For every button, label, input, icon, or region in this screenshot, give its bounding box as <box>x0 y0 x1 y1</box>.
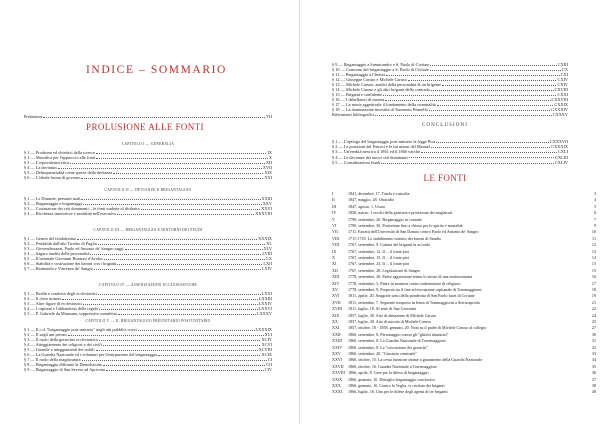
leader-dots <box>442 85 556 86</box>
fonte-page: 32 <box>591 344 596 350</box>
fonte-text: 1857, luglio, 30. Atto di nascita di Michele Caruso <box>348 319 431 324</box>
entry-label: § 15 — Briganti e confidente <box>332 92 383 97</box>
entry-page: CX <box>562 67 568 72</box>
leader-dots <box>68 335 264 336</box>
index-entry <box>24 266 272 271</box>
fonte-text: 1866, gennaio, 16. Contro la Veglia, vi risoluto dei briganti <box>348 383 445 388</box>
fonte-page: 22 <box>591 306 596 312</box>
leader-dots <box>94 269 261 270</box>
fonte-row <box>332 229 596 234</box>
fonte-number: VIII <box>332 242 340 248</box>
fonte-row <box>332 313 596 318</box>
entry-page: LXXIV <box>258 301 272 306</box>
fonte-text: 1866, gennaio, 10. Dettaglio brigantaggio conclusivo <box>348 376 436 382</box>
fonte-text: 1767, settembre, 9. Cattura dei briganti in accordo <box>348 242 431 248</box>
entry-page: XCVIII <box>258 347 272 352</box>
fonte-row <box>332 191 596 196</box>
fonte-row <box>332 261 596 266</box>
fonte-number: XXVII <box>332 363 344 369</box>
fonte-page: 18 <box>591 287 596 292</box>
leader-dots <box>99 309 258 310</box>
fonte-page: 38 <box>591 383 596 388</box>
entry-label: § 6 — La Guardia Nazionale ed i volontari per l'estirpazione del brigantaggio <box>24 352 158 357</box>
fonte-row <box>332 255 596 260</box>
entry-label: § 1 — Genesi del feudalesimo <box>24 236 77 241</box>
entry-page: VII <box>266 114 272 119</box>
fonte-page: 10 <box>591 229 596 235</box>
entry-page: XXV <box>262 201 272 206</box>
entry-page: CXXXIX <box>551 144 568 150</box>
entry-label: § 1 — Prodromi ed obiettivi della ricerca <box>24 150 95 155</box>
fonte-row <box>332 236 596 241</box>
fonti-title: LE FONTI <box>423 173 467 183</box>
entry-label: § 4 — Atteggiamento dei religiosi e dei civili <box>24 342 102 347</box>
fonte-page: 15 <box>591 261 596 267</box>
fonte-row <box>332 319 596 324</box>
entry-page: CXXXIV <box>551 107 568 112</box>
fonte-page: 19 <box>591 293 596 299</box>
fonte-page: 3 <box>593 191 596 196</box>
fonte-text: 1767, settembre, 28. Legislazione di Sangro <box>348 267 421 273</box>
entry-page: XXIII <box>261 196 272 201</box>
entry-label: § 4 — Sagaro analisi della personalità <box>24 251 90 256</box>
leader-dots <box>430 70 561 71</box>
leader-dots <box>77 239 257 240</box>
fonte-text: 1711. Estratti dell'Università di San Donato contro Paolo ed Antonio de' Sangro <box>348 229 479 235</box>
entry-label: § 18 — La dominazione investita di Tommaso Pennello <box>332 107 428 112</box>
fonte-row <box>332 332 596 337</box>
entry-page: CIV <box>264 367 272 372</box>
fonte-page: 11 <box>592 235 596 241</box>
fonte-text: 1860, settembre, 8. La Guardia Nazionale di Torremaggiore <box>348 338 446 344</box>
leader-dots <box>99 340 261 341</box>
entry-label: § 3 — Il ruolo della gerarchia ecclesiastica <box>24 337 98 342</box>
fonte-text: 1847, maggio, 28. Omicidio <box>348 197 395 203</box>
index-entry <box>24 175 272 180</box>
leader-dots <box>58 168 262 169</box>
leader-dots <box>103 345 261 346</box>
fonte-row <box>332 204 596 209</box>
fonte-row <box>332 210 596 215</box>
fonte-text: 1778, settembre, 20. Padre aggressione tentar lo stesso di una testimonianza <box>348 274 473 280</box>
fonte-number: XVI <box>332 293 340 299</box>
leader-dots <box>118 314 256 315</box>
leader-dots <box>70 163 265 164</box>
chapter-title: CAPITOLO II — DEVIANZE E BRIGANTAGGIO <box>104 188 192 192</box>
fonte-text: 1790, settembre, 20. Brigantaggio in contado <box>348 216 422 222</box>
leader-dots <box>98 294 261 295</box>
fonte-number: XXX <box>332 383 341 388</box>
leader-dots <box>96 153 267 154</box>
entry-page: LXXXIX <box>255 327 272 332</box>
entry-label: § 5 — Delinquenzialità come specie della devianza <box>24 170 113 175</box>
entry-page: XLV <box>263 246 272 251</box>
fonte-row <box>332 306 596 311</box>
entry-page: CXLIII <box>555 154 568 160</box>
fonte-number: XXV <box>332 351 341 356</box>
index-entry <box>24 367 272 372</box>
fonte-text: 1711-1718. Lo stabilimento transito dei baroni di Sandro <box>348 235 442 241</box>
entry-page: IX <box>267 150 272 155</box>
leader-dots <box>82 360 267 361</box>
entry-label: § 5 — Guardie e atteggiamenti dei nobili <box>24 347 95 352</box>
fonte-text: 1767, settembre, 15. Il ... il fonte pioi <box>348 255 410 260</box>
entry-page: CXIV <box>557 77 568 82</box>
leader-dots <box>83 304 258 305</box>
entry-page: CXVIII <box>554 87 568 92</box>
fonte-page: 5 <box>593 203 596 209</box>
fonte-row <box>332 268 596 273</box>
entry-page: LXIV <box>261 266 272 271</box>
entry-label: § 3 — Gioventhorazzi, Paolo ed Antonio de' Sangro saggi <box>24 246 124 251</box>
leader-dots <box>96 158 268 159</box>
entry-label: § 4 — I capitani e l'abbandono delle regole <box>24 306 99 311</box>
fonte-page: 25 <box>591 319 596 324</box>
fonte-text: 1790, settembre, 30. Protezione fino a chiuso per lo spirito e mortalità <box>348 223 463 228</box>
fonte-page: 31 <box>591 338 596 344</box>
fonte-text: 1850, marzo. I vecchi della giustizia e protezione dei magistrati <box>348 210 453 216</box>
fonte-number: XXVI <box>332 357 343 363</box>
leader-dots <box>436 142 549 143</box>
fonte-text: 1811, settembre, 7. Seguente trasporto in lenea di Tommaggiorni a Serracapriola <box>348 299 480 305</box>
fonte-number: VI <box>332 223 337 228</box>
entry-label: § 6 — L'ideale forma di governo <box>24 175 81 180</box>
prolusione-title: PROLUSIONE ALLE FONTI <box>86 122 204 132</box>
entry-label: § 2 — Metodica per l'approccio alle fonti <box>24 155 96 160</box>
entry-page: XCIX <box>261 352 272 357</box>
entry-page: LXXIII <box>258 296 272 301</box>
fonte-row <box>332 249 596 254</box>
entry-page: CI <box>267 357 272 362</box>
fonte-row <box>332 351 596 356</box>
fonte-page: 14 <box>591 255 596 260</box>
leader-dots <box>431 147 550 148</box>
chapter-title: CAPITOLO I — GENERALIA <box>121 142 175 146</box>
leader-dots <box>141 209 261 210</box>
entry-label: § 17 — La morte aggettivale il fondamento della criminalità <box>332 102 436 107</box>
fonte-text: 1860, ottobre, 15. La cessa funzione intime a giuramento della Guardia Nazionale <box>348 357 483 363</box>
leader-dots <box>409 157 554 158</box>
main-title: INDICE – SOMMARIO <box>86 64 227 76</box>
entry-label: § 13 — Michele Caruso: analisi della personalità di un brigante <box>332 82 442 87</box>
fonte-text: 1767, settembre, 12. Il ... il fonte pioi <box>348 248 410 254</box>
fonte-number: XXVIII <box>332 370 345 376</box>
fonte-row <box>332 274 596 279</box>
leader-dots <box>117 214 254 215</box>
fonte-number: VII <box>332 229 338 235</box>
leader-dots <box>90 254 261 255</box>
entry-label: § 4 — La devianza <box>24 165 57 170</box>
fonte-page: 36 <box>591 370 596 376</box>
fonte-number: XVIII <box>332 306 343 312</box>
entry-page: LX <box>266 256 272 261</box>
leader-dots <box>125 249 263 250</box>
fonte-row <box>332 357 596 362</box>
fonte-page: 21 <box>591 299 596 305</box>
fonte-text: 1857, luglio, 30. Atto di abitazione di Michele Caruso <box>348 312 437 318</box>
fonte-row <box>332 377 596 382</box>
leader-dots <box>43 117 265 118</box>
leader-dots <box>62 299 258 300</box>
fonte-text: 1860, settembre, 8. Personaggio contro gli "ghiotti infaturati" <box>348 331 449 337</box>
entry-page: LXXI <box>261 291 272 296</box>
fonte-page: 24 <box>591 312 596 318</box>
fonte-number: XXIII <box>332 338 343 344</box>
fonte-text: 1860, ottobre, 16. Guardia Nazionale a Torremaggiore <box>348 363 437 369</box>
conclusioni-entry <box>332 160 568 165</box>
leader-dots <box>96 350 258 351</box>
fonte-row <box>332 383 596 388</box>
fonte-text: 1841, dicembre, 17. Tutela e custodia <box>348 191 410 196</box>
fonte-page: 7 <box>593 216 596 222</box>
leader-dots <box>106 370 264 371</box>
fonte-page: 33 <box>591 351 596 356</box>
fonte-row <box>332 217 596 222</box>
fonte-text: 1860, settembre, 8. La "coscrizione dei gerarchi" <box>348 344 429 350</box>
fonte-text: 1778, settembre, 3. Padre in maniera contro indemoniato di religioso <box>348 280 461 286</box>
entry-page: XXXIX <box>258 236 272 241</box>
fonte-page: 16 <box>591 274 596 280</box>
fonte-number: XV <box>332 287 338 292</box>
fonte-row <box>332 364 596 369</box>
leader-dots <box>381 163 554 164</box>
entry-label: § 2 — Feudalità dall'alto Tirreho di Puglia <box>24 241 97 246</box>
fonte-page: 40 <box>591 389 596 395</box>
entry-label: § 2 — Il clero minore <box>24 296 62 301</box>
entry-page: XL <box>266 241 272 246</box>
fonte-row <box>332 338 596 343</box>
entry-page: LVIII <box>262 251 272 256</box>
fonte-text: 1778, settembre, 9. Proposta tra il fine ad esecuzione capitanale di Tommaggiorni <box>348 287 482 292</box>
entry-page: CXLI <box>557 149 568 155</box>
entry-page: XIX <box>264 170 272 175</box>
fonte-row <box>332 197 596 202</box>
fonte-number: XXXI <box>332 389 343 395</box>
leader-dots <box>138 330 255 331</box>
fonte-number: XIII <box>332 274 340 280</box>
fonte-text: 1811, aprile, 20. Anagrafe sotto della ponderata di San Paolo fuori di Civitate <box>348 293 475 299</box>
entry-page: CXLIV <box>554 159 568 165</box>
leader-dots <box>158 355 260 356</box>
entry-page: XII <box>266 160 272 165</box>
entry-page: XXI <box>264 175 272 180</box>
entry-label: § 2 — Le posizioni del Parroci e le istruzioni del Manuel <box>332 144 430 150</box>
fonte-page: 15 <box>591 267 596 273</box>
fonte-number: II <box>332 197 335 203</box>
entry-page: CXI <box>560 72 568 77</box>
fonte-text: 1857, ottobre, 10 - 1858, gennaio, 20. Nota su il padre di Michele Caruso al collegio <box>348 325 487 331</box>
entry-label: § 16 — I debellatori di marina <box>332 97 385 102</box>
leader-dots <box>386 75 560 76</box>
fonte-row <box>332 287 596 292</box>
entry-label: § 9 — Brigantaggio di San Severo ad Apricena <box>24 367 105 372</box>
entry-page: XCI <box>264 332 272 337</box>
fonte-number: XX <box>332 319 338 324</box>
entry-page: LXII <box>263 261 272 266</box>
leader-dots <box>104 259 266 260</box>
entry-label: Prefazione <box>24 114 43 119</box>
fonte-row <box>332 345 596 350</box>
chapter-title: CAPITOLO IV — ASSENZIAZIONI ECCLESIASTICHE <box>99 283 197 287</box>
leader-dots <box>83 204 262 205</box>
leader-dots <box>437 105 554 106</box>
leader-dots <box>81 178 263 179</box>
leader-dots <box>375 115 552 116</box>
entry-label: § 3 — Costruzione dei ceti dominanti – le fonti tradotte al dicibatto <box>24 206 140 211</box>
fonte-row <box>332 300 596 305</box>
fonte-page: 9 <box>593 223 596 228</box>
fonte-page: 12 <box>591 242 596 248</box>
right-page <box>300 0 600 424</box>
entry-label: § 9 — Brigantaggio a Sannicandro e S. Paolo di Civitate <box>332 62 430 67</box>
fonte-text: 1767, settembre, 23. Il ... il fonte pioi <box>348 261 410 267</box>
fonte-text: 1866, aprile, 8. Gree per la difesa di brigantaggio <box>348 370 429 376</box>
entry-page: LXXXV <box>256 311 272 316</box>
entry-page: CXXIX <box>554 102 568 107</box>
leader-dots <box>113 173 263 174</box>
entry-page: XXXVIII <box>255 211 272 216</box>
entry-label: § 1 — Le Dinastie, presunti mali <box>24 196 81 201</box>
entry-label: § 3 — L'equivalenza etica <box>24 160 69 165</box>
fonte-page: 13 <box>591 248 596 254</box>
conclusioni-title: CONCLUSIONI <box>422 123 468 128</box>
prefazione-entry <box>24 114 272 119</box>
fonte-row <box>332 242 596 247</box>
entry-label: § 1 — Realtà e condotta degli ecclesiastici <box>24 291 98 296</box>
entry-page: CXXI <box>557 92 568 97</box>
fonte-page: 37 <box>591 376 596 382</box>
entry-label: § 3 — Un'eredità nera tra il 1861 ed il 1866 vacche <box>332 149 420 155</box>
entry-label: Riferimenti bibliografici <box>332 112 375 117</box>
entry-page: XCVI <box>261 342 272 347</box>
leader-dots <box>421 152 557 153</box>
entry-label: § 12 — Giuseppe Caruso e Michele Caruso <box>332 77 407 82</box>
fonte-number: XIV <box>332 280 340 286</box>
leader-dots <box>385 100 550 101</box>
entry-page: CXXXVII <box>549 139 568 144</box>
entry-label: § 1 — L'epilogo del brigantaggio post-unitario la legge Pica <box>332 139 436 144</box>
fonte-number: III <box>332 203 337 209</box>
fonte-text: 1811, luglio, 18. Al seno di San Giovanni <box>348 306 416 312</box>
fonte-number: IV <box>332 210 337 216</box>
fonte-page: 27 <box>591 325 596 331</box>
index-entry <box>332 112 568 117</box>
chapter-title: CAPITOLO III — BRIGANTAGGIO E DINTORNI DEI FEUDI <box>93 228 203 232</box>
index-entry <box>24 311 272 316</box>
entry-label: § 4 — Le devianze dei nuovi ceti dominanti <box>332 154 408 160</box>
fonte-row <box>332 223 596 228</box>
fonte-row <box>332 325 596 330</box>
entry-label: § 7 — Raimondo e Vincenzo de' Sangro <box>24 266 94 271</box>
entry-page: XVII <box>262 165 272 170</box>
entry-label: § 5 — P. Gabriele da Manzuna, soppressivo manifesto <box>24 311 118 316</box>
fonte-number: XI <box>332 261 337 267</box>
fonte-number: XXIX <box>332 376 343 382</box>
fonte-row <box>332 281 596 286</box>
entry-label: § 10 — Contorno del brigantaggio a S. Paolo di Civitate <box>332 67 429 72</box>
leader-dots <box>430 65 556 66</box>
leader-dots <box>81 199 260 200</box>
entry-label: § 7 — Il ruolo della magistratura <box>24 357 81 362</box>
leader-dots <box>429 110 550 111</box>
entry-page: CXXVIII <box>551 97 568 102</box>
entry-page: CXXXV <box>552 112 568 117</box>
fonte-row <box>332 389 596 394</box>
entry-page: XCIV <box>261 337 272 342</box>
entry-page: LXXVI <box>258 306 272 311</box>
index-entry <box>24 211 272 216</box>
leader-dots <box>431 90 554 91</box>
fonte-row <box>332 293 596 298</box>
entry-page: CXIII <box>557 62 568 67</box>
leader-dots <box>383 95 556 96</box>
entry-label: § 11 — Brigantaggio a Chieuti <box>332 72 385 77</box>
entry-label: § 14 — Michele Caruso e gli altri briganti della contrada <box>332 87 430 92</box>
leader-dots <box>117 264 262 265</box>
fonte-text: 1860, settembre, 20. "Giustizia criminale" <box>348 351 417 356</box>
fonte-text: 1866, luglio, 16. Uno per le difese degli agenti di tre briganti <box>348 389 448 395</box>
chapter-title: CAPITOLO V — IL BRIGANTAGGIO PREUNITARIO POSTUNITARIO <box>85 319 211 323</box>
fonte-page: 4 <box>593 197 596 203</box>
fonte-text: 1847, agosto, 1. Usura <box>348 203 385 209</box>
fonte-number: XXII <box>332 331 341 337</box>
fonte-number: I <box>332 191 334 196</box>
fonte-number: XII <box>332 267 338 273</box>
entry-label: § 2 — Brigantaggio e brigantaggi <box>24 201 82 206</box>
entry-page: CII <box>266 362 272 367</box>
fonte-number: IX <box>332 248 337 254</box>
fonte-page: 17 <box>591 280 596 286</box>
entry-label: § 5 — Il baronale Giovanni Bonizzo d'Avalos <box>24 256 103 261</box>
entry-label: § 2 — Il sugli uni privati <box>24 332 67 337</box>
fonte-number: XXI <box>332 325 340 331</box>
entry-page: X <box>268 155 272 160</box>
entry-label: § 3 — Altre figure di ecclesiastici <box>24 301 82 306</box>
entry-page: XXVI <box>261 206 272 211</box>
fonte-number: VIII <box>332 235 340 241</box>
fonte-number: XVII <box>332 299 341 305</box>
entry-label: § 4 — Ricchezza innovative e modalità nell'esecutivo <box>24 211 117 216</box>
leader-dots <box>103 365 266 366</box>
leader-dots <box>408 80 557 81</box>
fonte-number: XIX <box>332 312 340 318</box>
leader-dots <box>98 244 266 245</box>
entry-label: § 8 — Brigantaggio difforme la Demolizione <box>24 362 102 367</box>
entry-page: CXIV <box>557 82 568 87</box>
fonte-page: 35 <box>591 363 596 369</box>
fonte-number: X <box>332 255 335 260</box>
entry-label: § 5 — Considerazioni finali <box>332 159 380 165</box>
fonte-page: 30 <box>591 331 596 337</box>
fonte-page: 34 <box>591 357 596 363</box>
fonte-page: 6 <box>593 210 596 216</box>
fonte-number: V <box>332 216 335 222</box>
fonte-row <box>332 370 596 375</box>
fonte-number: XXIV <box>332 344 343 350</box>
entry-label: § 1 — Il c.d. "brigantaggio post-unitario" negli atti pubblici coevi <box>24 327 137 332</box>
entry-label: § 6 — Stabilità e costruzione dei baroni con i briganti <box>24 261 117 266</box>
